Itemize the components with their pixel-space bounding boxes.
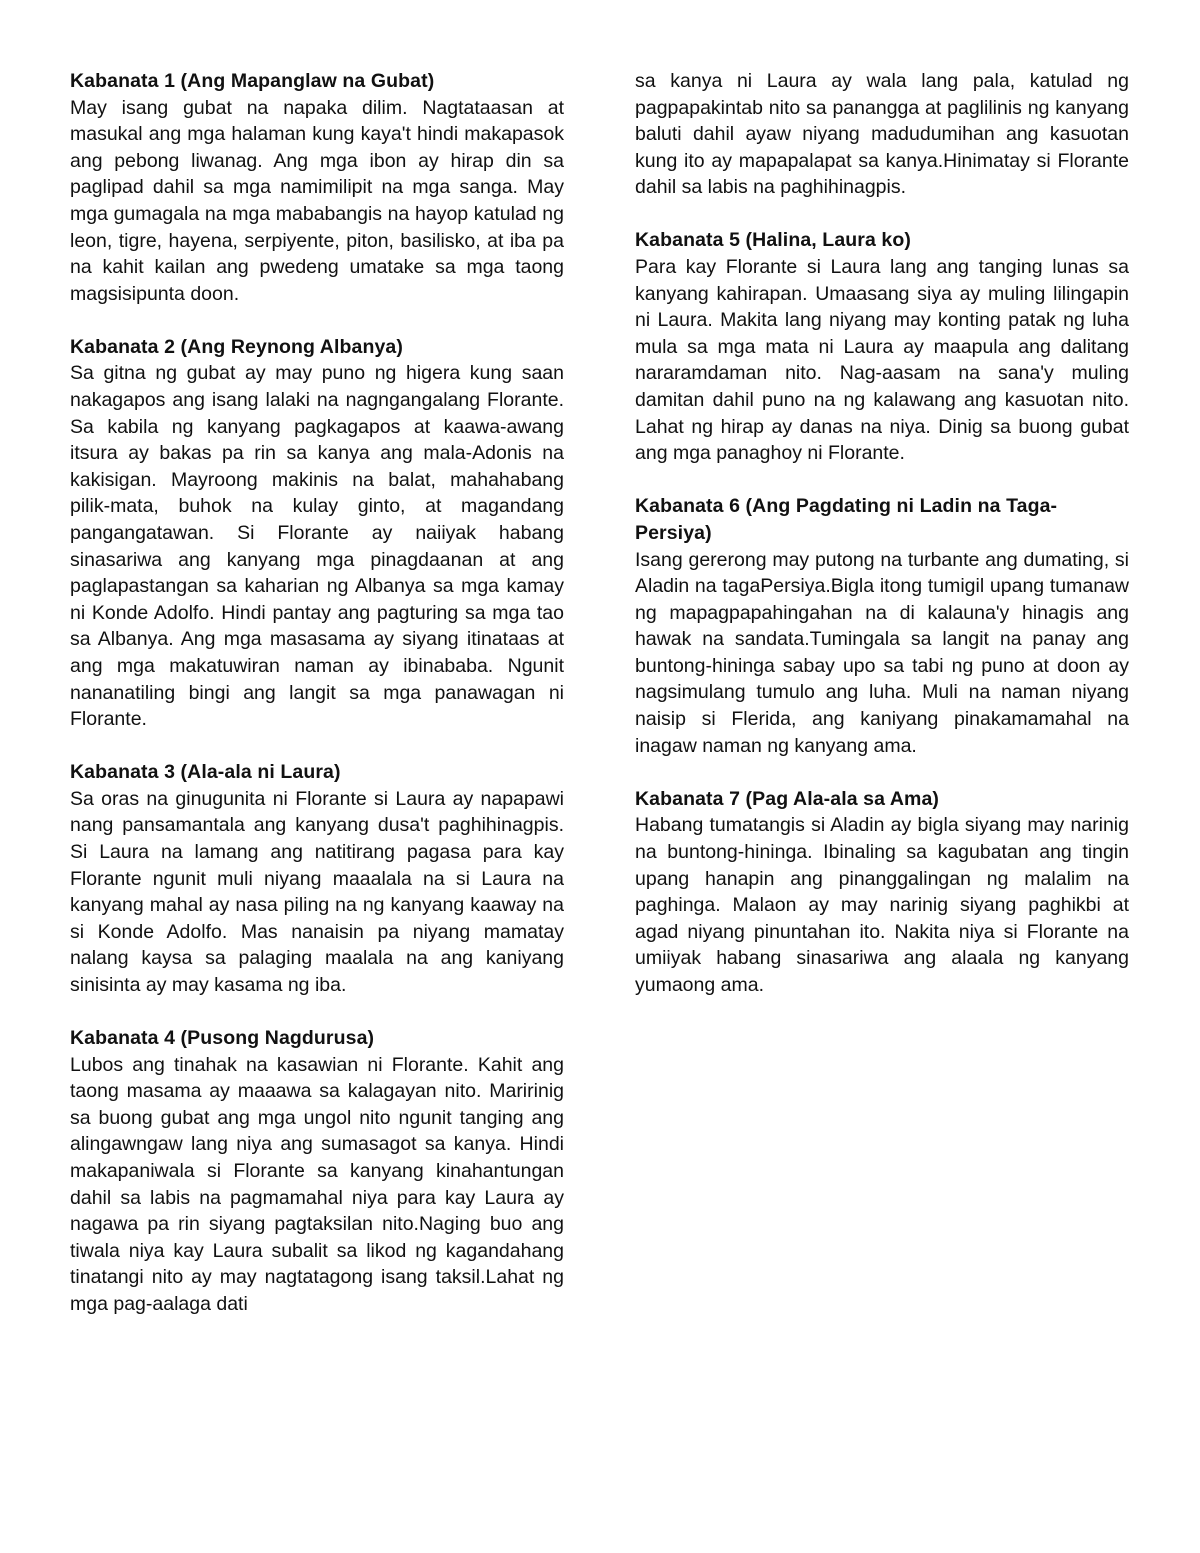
chapter-body: Lubos ang tinahak na kasawian ni Florante. Kahit ang taong masama ay maaawa sa kalagayan nito. Maririnig sa buong gubat ang mga ungol nito ngunit tanging ang alingawngaw lang niya ang sumasagot sa kanya. Hindi makapaniwala si Florante sa kanyang kinahantungan dahil sa labis na pagmamahal niya para kay Laura ay nagawa pa rin siyang pagtaksilan nito.Naging buo ang tiwala niya kay Laura subalit sa likod ng kagandahang tinatangi nito ay may nagtatagong isang taksil.Lahat ng mga pag-aalaga dati xyxy=(70,1053,564,1316)
chapter-body: Isang gererong may putong na turbante ang dumating, si Aladin na tagaPersiya.Bigla itong tumigil upang tumanaw ng mapagpapahingahan na di kalauna'y hinagis ang hawak na sandata.Tumingala sa langit na panay ang buntong-hininga sabay upo sa tabi ng puno at doon ay nagsimulang tumulo ang luha. Muli na naman niyang naisip si Flerida, ang kaniyang pinakamamahal na inagaw naman ng kanyang ama. xyxy=(635,548,1129,757)
chapter-title: Kabanata 3 (Ala-ala ni Laura) xyxy=(70,761,341,784)
chapter-title: Kabanata 7 (Pag Ala-ala sa Ama) xyxy=(635,787,940,810)
left-column xyxy=(70,68,564,1344)
chapter-6 xyxy=(635,493,1129,759)
chapter-2 xyxy=(70,334,564,733)
chapter-title: Kabanata 1 (Ang Mapanglaw na Gubat) xyxy=(70,70,435,92)
chapter-body: Sa oras na ginugunita ni Florante si Laura ay napapawi nang pansamantala ang kanyang dusa't paghihinagpis. Si Laura na lamang ang natitirang pagasa para kay Florante ngunit muli niyang maaalala na si Laura na kanyang mahal ay nasa piling na ng kanyang kaaway na si Konde Adolfo. Mas nanaisin pa niyang mamatay nalang kaysa sa palaging maalala na ang kaniyang sinisinta ay may kasama ng iba. xyxy=(70,787,564,996)
chapter-title: Kabanata 6 (Ang Pagdating ni Ladin na Taga-Persiya) xyxy=(635,495,1058,544)
chapter-title: Kabanata 2 (Ang Reynong Albanya) xyxy=(70,335,403,358)
chapter-1 xyxy=(70,68,564,307)
chapter-title: Kabanata 5 (Halina, Laura ko) xyxy=(635,229,911,252)
chapter-5 xyxy=(635,227,1129,466)
chapter-3 xyxy=(70,759,564,998)
chapter-body: Sa gitna ng gubat ay may puno ng higera kung saan nakagapos ang isang lalaki na nagngangalang Florante. Sa kabila ng kanyang pagkagapos at kaawa-awang itsura ay bakas pa rin sa kanya ang mala-Adonis na kakisigan. Mayroong makinis na balat, mahahabang pilik-mata, buhok na kulay ginto, at magandang pangangatawan. Si Florante ay naiiyak habang sinasariwa ang kanyang mga pinagdaanan at ang paglapastangan sa kaharian ng Albanya sa mga kamay ni Konde Adolfo. Hindi pantay ang pagturing sa mga tao sa Albanya. Ang mga masasama ay siyang itinataas at ang mga makatuwiran naman ay ibinababa. Ngunit nananatiling bingi ang langit sa mga panawagan ni Florante. xyxy=(70,362,564,731)
chapter-7 xyxy=(635,786,1129,999)
chapter-body: Para kay Florante si Laura lang ang tanging lunas sa kanyang kahirapan. Umaasang siya ay muling lilingapin ni Laura. Makita lang niyang may konting patak ng luha mula sa mga mata ni Laura ay maapula ang dalitang nararamdaman nito. Nag-aasam na sana'y muling damitan dahil puno na ng kalawang ang kasuotan nito. Lahat ng hirap ay danas na niya. Dinig sa buong gubat ang mga panaghoy ni Florante. xyxy=(635,256,1129,465)
chapter-4 xyxy=(70,1025,564,1318)
chapter-body: Habang tumatangis si Aladin ay bigla siyang may narinig na buntong-hininga. Ibinaling sa kagubatan ang tingin upang hanapin ang pinanggalingan ng malalim na paghinga. Malaon ay may narinig siyang paghikbi at agad niyang pinuntahan ito. Nakita niya si Florante na umiiyak habang sinasariwa ang alaala ng kanyang yumaong ama. xyxy=(635,814,1129,996)
chapter-body: May isang gubat na napaka dilim. Nagtataasan at masukal ang mga halaman kung kaya't hindi makapasok ang pebong liwanag. Ang mga ibon ay hirap din sa paglipad dahil sa mga namimilipit na mga sanga. May mga gumagala na mga mababangis na hayop katulad ng leon, tigre, hayena, serpiyente, piton, basilisko, at iba pa na kahit kailan ang pwedeng umatake sa mga taong magsisipunta doon. xyxy=(70,96,564,305)
chapter-title: Kabanata 4 (Pusong Nagdurusa) xyxy=(70,1027,375,1050)
chapter-4-continuation: sa kanya ni Laura ay wala lang pala, katulad ng pagpapakintab nito sa panangga at paglilinis ng kanyang baluti dahil ayaw niyang madudumihan ang kasuotan kung ito ay mapapalapat sa kanya.Hinimatay si Florante dahil sa labis na paghihinagpis. xyxy=(635,70,1129,199)
right-column xyxy=(635,68,1129,1025)
